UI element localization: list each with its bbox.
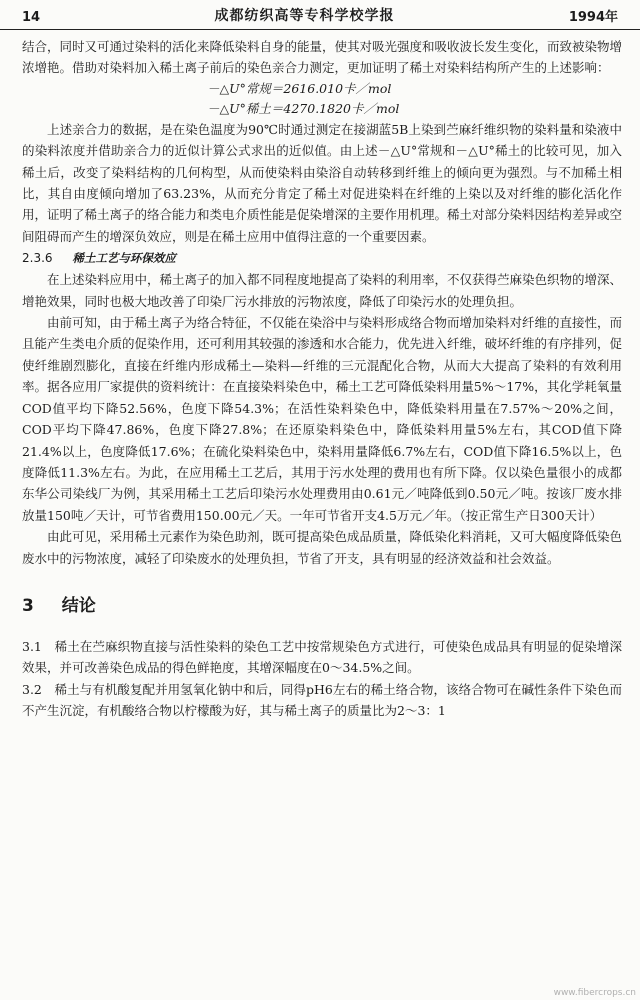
body-text [22, 36, 622, 722]
subsection-number: 2.3.6 [22, 251, 53, 266]
subsection-heading [22, 247, 622, 269]
section-title: 结论 [61, 595, 96, 616]
section-heading [22, 591, 622, 616]
paragraph-continued: 结合，同时又可通过染料的活化来降低染料自身的能量，使其对吸光强度和吸收波长发生变化，而致被染物增浓增艳。借助对染料加入稀土离子前后的染色亲合力测定，更加证明了稀土对染料结构所产生的上述影响： [22, 39, 623, 76]
paragraph-statistics: 由前可知，由于稀土离子为络合特征，不仅能在染浴中与染料形成络合物而增加染料对纤维的直接性，而且能产生类电介质的促染作用，还可利用其较强的渗透和水合能力，优先进入纤维，破坏纤维的有序排列，促使纤维剧烈膨化，直接在纤维内形成稀土—染料—纤维的三元混配化合物，从而大大提高了染料的有效利用率。据各应用厂家提供的资料统计：在直接染料染色中，稀土工艺可降低染料用量5%～17%，其化学耗氧量COD值平均下降52.56%，色度下降54.3%；在活性染料染色中，降低染料用量在7.57%～20%之间，COD平均下降47.86%，色度下降27.8%；在还原染料染色中，降低染料用量5%左右，其COD值下降21.4%以上，色度降低17.6%；在硫化染料染色中，染料用量降低6.7%左右，COD值下降16.5%以上，色度降低11.3%左右。为此，在应用稀土工艺后，其用于污水处理的费用也有所下降。仅以染色量很小的成都东华公司染线厂为例，其采用稀土工艺后印染污水处理费用由0.61元／吨降低到0.50元／吨。按该厂废水排放量150吨／天计，可节省费用150.00元／天。一年可节省开支4.5万元／年。（按正常生产日300天计） [22, 315, 623, 523]
conclusion-item: 3.2 稀土与有机酸复配并用氢氧化钠中和后，同得pH6左右的稀土络合物，该络合物可在碱性条件下染色而不产生沉淀，有机酸络合物以柠檬酸为好，其与稀土离子的质量比为2～3：1 [22, 681, 622, 719]
paragraph-summary: 由此可见，采用稀土元素作为染色助剂，既可提高染色成品质量，降低染化料消耗，又可大幅度降低染色废水中的污物浓度，减轻了印染废水的处理负担，节省了开支，具有明显的经济效益和社会效益。 [22, 529, 623, 566]
paragraph-environment: 在上述染料应用中，稀土离子的加入都不同程度地提高了染料的利用率，不仅获得苎麻染色织物的增深、增艳效果，同时也极大地改善了印染厂污水排放的污物浓度，降低了印染污水的处理负担。 [22, 272, 623, 309]
publication-year: 1994年 [568, 10, 618, 25]
subsection-title: 稀土工艺与环保效应 [72, 251, 176, 266]
formula-conventional: －△U°常规＝2616.010卡／mol [207, 80, 392, 96]
paragraph-affinity: 上述亲合力的数据，是在染色温度为90℃时通过测定在接湖蓝5B上染到苎麻纤维织物的染料量和染液中的染料浓度并借助亲合力的近似计算公式求出的近似值。由上述－△U°常规和－△U°稀土的比较可见，加入稀土后，改变了染料结构的几何构型，从而使染料由染浴自动转移到纤维上的倾向更为强烈。与不加稀土相比，其自由度倾向增加了63.23%，从而充分肯定了稀土对促进染料在纤维的上染以及对纤维的膨化活化作用，证明了稀土离子的络合能力和类电介质性能是促染增深的主要作用机理。稀土对部分染料因结构差异或空间阻碍而产生的增深负效应，则是在稀土应用中值得注意的一个重要因素。 [22, 121, 623, 244]
section-number: 3 [22, 595, 34, 616]
conclusion-item: 3.1 稀土在苎麻织物直接与活性染料的染色工艺中按常规染色方式进行，可使染色成品具有明显的促染增深效果，并可改善染色成品的得色鲜艳度，其增深幅度在0～34.5%之间。 [22, 638, 622, 676]
journal-title: 成都纺织高等专科学校学报 [214, 8, 395, 24]
watermark: www.fibercrops.cn [553, 988, 636, 998]
page-number: 14 [22, 10, 41, 25]
formula-rare-earth: －△U°稀土＝4270.1820卡／mol [207, 100, 400, 116]
running-header [0, 0, 640, 30]
